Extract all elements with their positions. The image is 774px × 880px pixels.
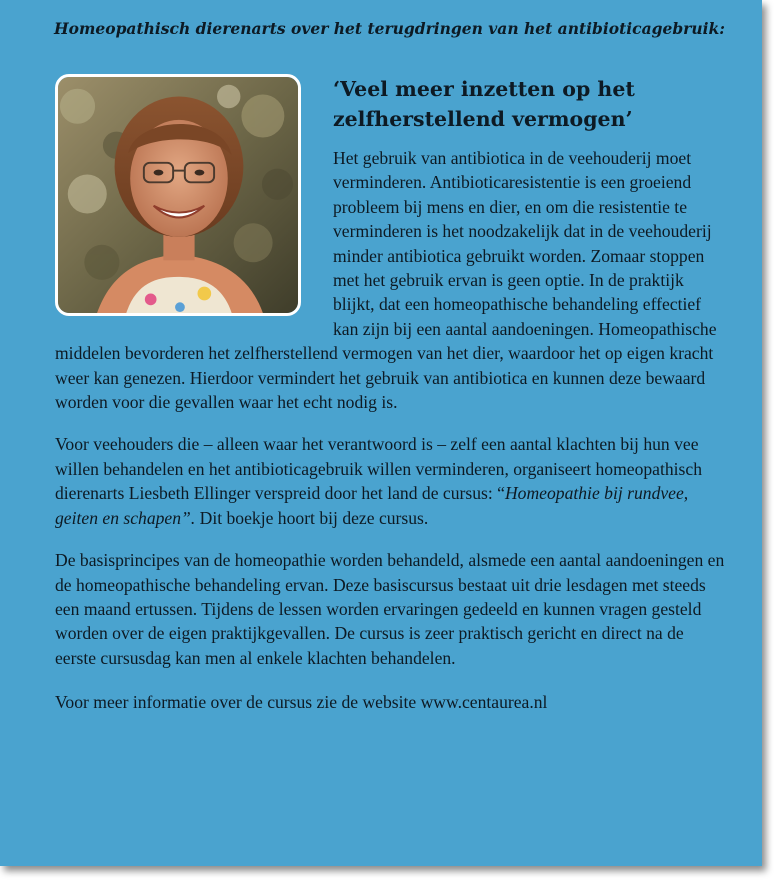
course-outro-text: Dit boekje hoort bij deze cursus.	[195, 507, 429, 528]
article-headline: ‘Veel meer inzetten op het zelfherstellend vermogen’	[333, 77, 635, 131]
paragraph-curriculum: De basisprincipes van de homeopathie worden behandeld, alsmede een aantal aandoeningen en de homeopathische behandeling ervan. Deze basiscursus bestaat uit drie lesdagen met steeds een maand ertussen. Tijdens de lessen worden ervaringen gedeeld en kunnen vragen gesteld worden over de eigen praktijkgevallen. De cursus is zeer praktisch gericht en direct na de eerste cursusdag kan men al enkele klachten behandelen.	[55, 550, 725, 668]
portrait-photo	[55, 74, 301, 316]
paragraph-course	[55, 432, 727, 530]
paragraph-more-info: Voor meer informatie over de cursus zie de website www.centaurea.nl	[55, 692, 548, 713]
course-title: Homeopathie bij rundvee, geiten en schapen”.	[55, 483, 689, 528]
article-body	[55, 74, 727, 733]
kicker-heading: Homeopathisch dierenarts over het terugdringen van het antibioticagebruik:	[54, 19, 725, 38]
paragraph-intro: Het gebruik van antibiotica in de veehouderij moet verminderen. Antibioticaresistentie is een groeiend probleem bij mens en dier, en om die resistentie te verminderen is het noodzakelijk dat in de veehouderij minder antibiotica gebruikt worden. Zomaar stoppen met het gebruik ervan is geen optie. In de praktijk blijkt, dat een homeopathische behandeling effectief kan zijn bij een aantal aandoeningen. Homeopathische middelen bevorderen het zelfherstellend vermogen van het dier, waardoor het op eigen kracht weer kan genezen. Hierdoor vermindert het gebruik van antibiotica en kunnen deze bewaard worden voor die gevallen waar het echt nodig is.	[55, 148, 717, 413]
course-intro-text: Voor veehouders die – alleen waar het verantwoord is – zelf een aantal klachten bij hun vee willen behandelen en het antibioticagebruik willen verminderen, organiseert homeopathisch dierenarts Liesbeth Ellinger verspreid door het land de cursus: “	[55, 434, 703, 504]
portrait-photo-icon	[58, 77, 298, 313]
